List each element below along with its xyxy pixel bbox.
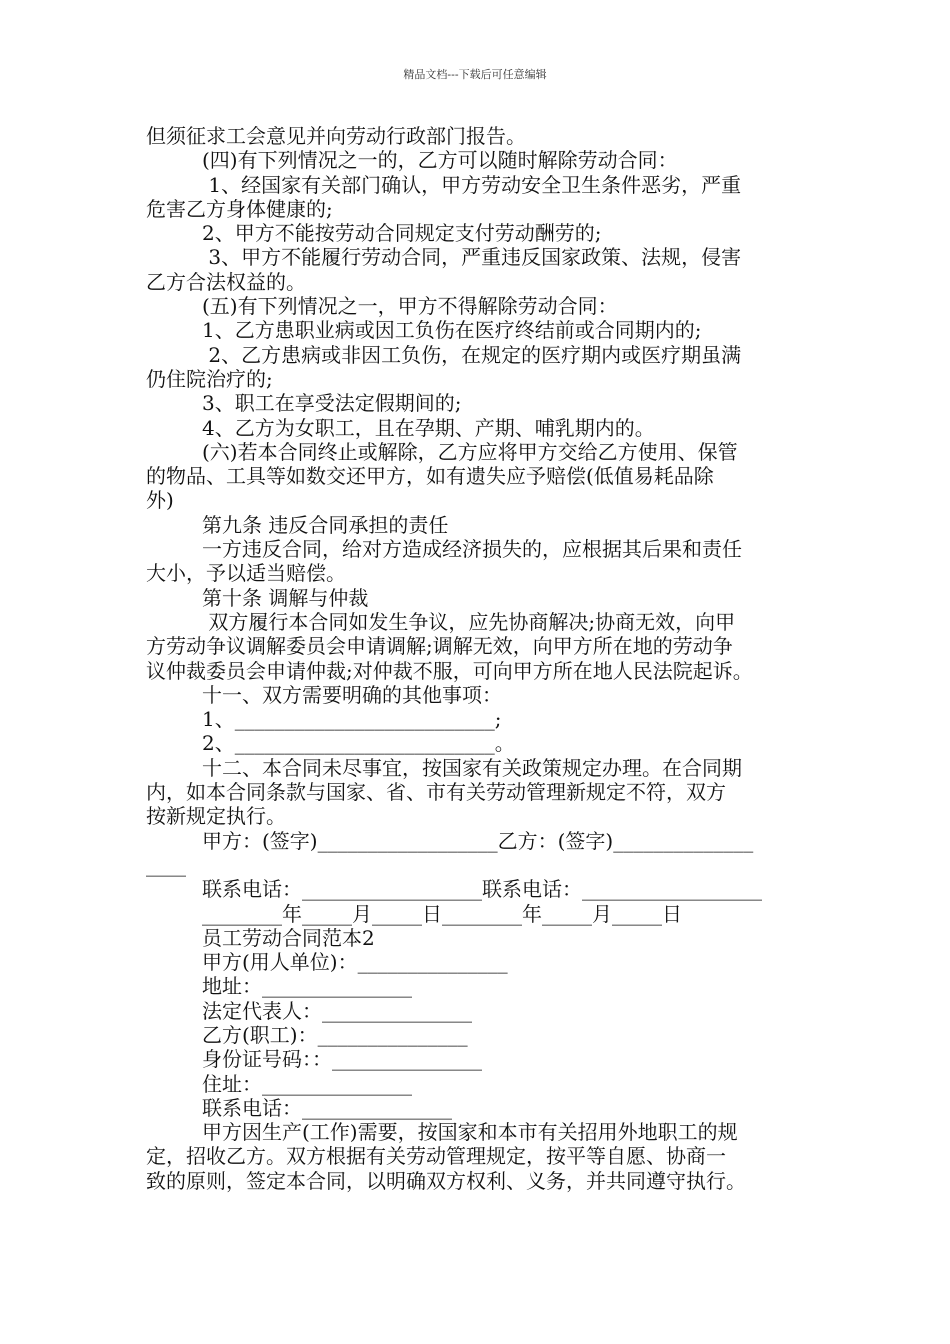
text-line: 1、__________________________; [202,707,502,732]
text-line: 联系电话：__________________联系电话：__________________ [202,877,762,902]
text-line: 住址：_______________ [202,1071,412,1096]
text-line: 外) [146,488,174,513]
text-line: 十二、本合同未尽事宜，按国家有关政策规定办理。在合同期 [202,755,742,780]
text-line: 员工劳动合同范本2 [202,925,375,950]
text-line: ____ [146,852,186,877]
text-line: 2、__________________________。 [202,731,515,756]
text-line: 1、经国家有关部门确认，甲方劳动安全卫生条件恶劣，严重 [202,172,742,197]
text-line: 3、职工在享受法定假期间的; [202,391,462,416]
text-line: 定，招收乙方。双方根据有关劳动管理规定，按平等自愿、协商一 [146,1144,726,1169]
text-line: 2、乙方患病或非因工负伤，在规定的医疗期内或医疗期虽满 [202,342,742,367]
text-line: 第十条 调解与仲裁 [202,585,369,610]
text-line: 身份证号码：：_______________ [202,1047,482,1072]
text-line: 甲方因生产(工作)需要，按国家和本市有关招用外地职工的规 [202,1120,738,1145]
text-line: 危害乙方身体健康的; [146,196,333,221]
text-line: 的物品、工具等如数交还甲方，如有遗失应予赔偿(低值易耗品除 [146,464,714,489]
text-line: 十一、双方需要明确的其他事项： [202,682,502,707]
text-line: 一方违反合同，给对方造成经济损失的，应根据其后果和责任 [202,537,742,562]
text-line: 联系电话：_______________ [202,1095,452,1120]
text-line: 双方履行本合同如发生争议，应先协商解决;协商无效，向甲 [202,609,736,634]
text-line: 大小，予以适当赔偿。 [146,561,346,586]
text-line: 4、乙方为女职工，且在孕期、产期、哺乳期内的。 [202,415,655,440]
text-line: 但须征求工会意见并向劳动行政部门报告。 [146,124,526,148]
document-body [146,124,810,1193]
text-line: 甲方：(签字)__________________乙方：(签字)______________ [202,828,754,853]
text-line: 2、甲方不能按劳动合同规定支付劳动酬劳的; [202,221,602,246]
text-line: 议仲裁委员会申请仲裁;对仲裁不服，可向甲方所在地人民法院起诉。 [146,658,753,683]
text-line: 仍住院治疗的; [146,366,273,391]
text-line: 内，如本合同条款与国家、省、市有关劳动管理新规定不符，双方 [146,780,726,805]
text-line: (五)有下列情况之一，甲方不得解除劳动合同： [202,294,618,319]
text-line: ________年_____月_____日________年_____月_____日 [202,901,682,926]
text-line: (六)若本合同终止或解除，乙方应将甲方交给乙方使用、保管 [202,439,738,464]
text-line: 3、甲方不能履行劳动合同，严重违反国家政策、法规，侵害 [202,245,742,270]
text-line: 方劳动争议调解委员会申请调解;调解无效，向甲方所在地的劳动争 [146,634,733,659]
text-line: 致的原则，签定本合同，以明确双方权利、义务，并共同遵守执行。 [146,1168,746,1193]
text-line: 法定代表人：_______________ [202,998,472,1023]
text-line: 1、乙方患职业病或因工负伤在医疗终结前或合同期内的; [202,318,702,343]
text-line: 第九条 违反合同承担的责任 [202,512,449,537]
text-line: 按新规定执行。 [146,804,286,829]
text-line: (四)有下列情况之一的，乙方可以随时解除劳动合同： [202,148,678,173]
text-line: 地址：_______________ [202,974,412,999]
text-line: 甲方(用人单位)：_______________ [202,950,508,975]
page-header: 精品文档---下载后可任意编辑 [403,68,547,81]
text-line: 乙方(职工)：_______________ [202,1022,468,1047]
text-line: 乙方合法权益的。 [146,269,306,294]
